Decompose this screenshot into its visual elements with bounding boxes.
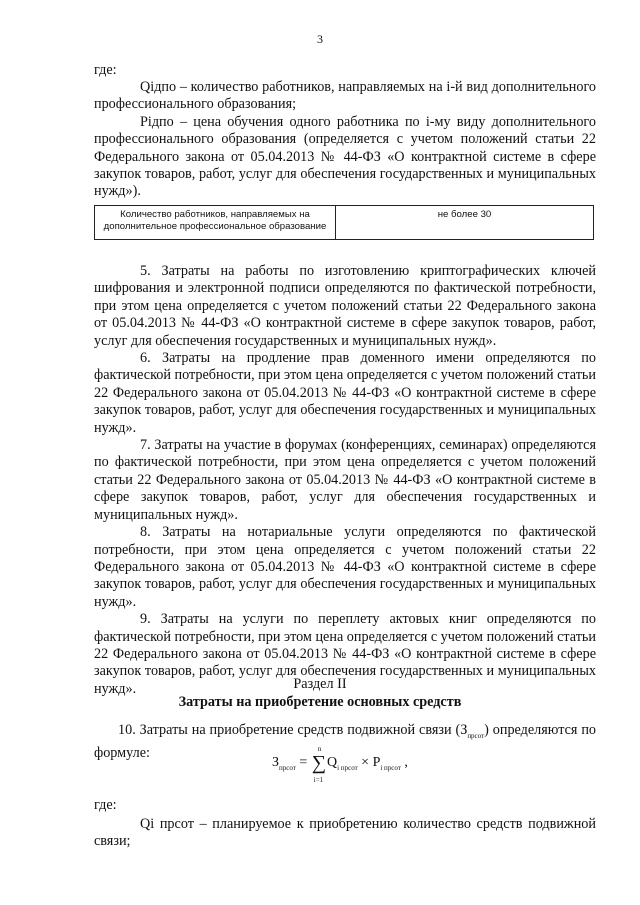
q-prsot-definition: Qi прсот – планируемое к приобретению количество средств подвижной связи;: [94, 816, 596, 850]
where-label-2: где:: [94, 797, 117, 813]
paragraph-5: 5. Затраты на работы по изготовлению криптографических ключей шифрования и электронной подписи определяются по фактической потребности, при этом цена определяется с учетом положений статьи 22 Федерального закона от 05.04.2013 № 44-ФЗ «О контрактной системе в сфере закупок товаров, работ, услуг для обеспечения государственных и муниципальных нужд».: [94, 263, 596, 349]
formula-q-subscript: i прсот: [337, 763, 358, 772]
formula-lhs: З: [272, 755, 280, 770]
cost-formula: [272, 745, 408, 784]
p10-symbol: З: [460, 722, 468, 738]
intro-definitions: [94, 79, 596, 201]
sum-lower-limit: i=1: [313, 776, 324, 784]
p10-symbol-subscript: прсот: [467, 731, 485, 740]
q-definition: Qiдпо – количество работников, направляемых на i-й вид дополнительного профессионального образования;: [94, 79, 596, 113]
p-definition: Piдпо – цена обучения одного работника по i-му виду дополнительного профессионального образования (определяется с учетом положений статьи 22 Федерального закона от 05.04.2013 № 44-ФЗ «О контрактной системе в сфере закупок товаров, работ, услуг для обеспечения государственных и муниципальных нужд»).: [94, 113, 596, 200]
paragraph-8: 8. Затраты на нотариальные услуги определяются по фактической потребности, при этом цена определяется с учетом положений статьи 22 Федерального закона от 05.04.2013 № 44-ФЗ «О контрактной системе в сфере закупок товаров, работ, услуг для обеспечения государственных и муниципальных нужд».: [94, 524, 596, 610]
section-title: Затраты на приобретение основных средств: [178, 694, 462, 710]
paragraph-6: 6. Затраты на продление прав доменного имени определяются по фактической потребности, при этом цена определяется с учетом положений статьи 22 Федерального закона от 05.04.2013 № 44-ФЗ «О контрактной системе в сфере закупок товаров, работ, услуг для обеспечения государственных и муниципальных нужд».: [94, 350, 596, 436]
formula-times: ×: [357, 755, 373, 770]
section-number: Раздел II: [293, 676, 347, 692]
page-number: 3: [317, 32, 323, 46]
formula-p: P: [372, 755, 381, 770]
formula-lhs-subscript: прсот: [279, 763, 296, 772]
formula-p-subscript: i прсот: [380, 763, 401, 772]
norm-table: [94, 205, 594, 240]
table-label-cell: Количество работников, направляемых на дополнительное профессиональное образование: [95, 206, 336, 240]
sum-upper-limit: n: [317, 745, 322, 753]
last-definition: [94, 816, 596, 851]
numbered-items: [94, 263, 596, 698]
table-value-cell: не более 30: [336, 206, 594, 240]
where-label: где:: [94, 62, 117, 78]
paragraph-7: 7. Затраты на участие в форумах (конференциях, семинарах) определяются по фактической потребности, при этом цена определяется с учетом положений статьи 22 Федерального закона от 05.04.2013 № 44-ФЗ «О контрактной системе в сфере закупок товаров, работ, услуг для обеспечения государственных и муниципальных нужд».: [94, 437, 596, 523]
table-row: [95, 206, 594, 240]
p10-text-after: ) определяются по формуле:: [94, 722, 597, 762]
formula-q: Q: [327, 755, 338, 770]
summation-sign: ∑ n i=1: [311, 745, 327, 784]
formula-end: ,: [400, 755, 408, 770]
p10-text-before: 10. Затраты на приобретение средств подвижной связи (: [118, 722, 461, 738]
paragraph-9: 9. Затраты на услуги по переплету актовых книг определяются по фактической потребности, при этом цена определяется с учетом положений статьи 22 Федерального закона от 05.04.2013 № 44-ФЗ «О контрактной системе в сфере закупок товаров, работ, услуг для обеспечения государственных и муниципальных нужд».: [94, 611, 596, 697]
formula-equals: =: [295, 755, 311, 770]
